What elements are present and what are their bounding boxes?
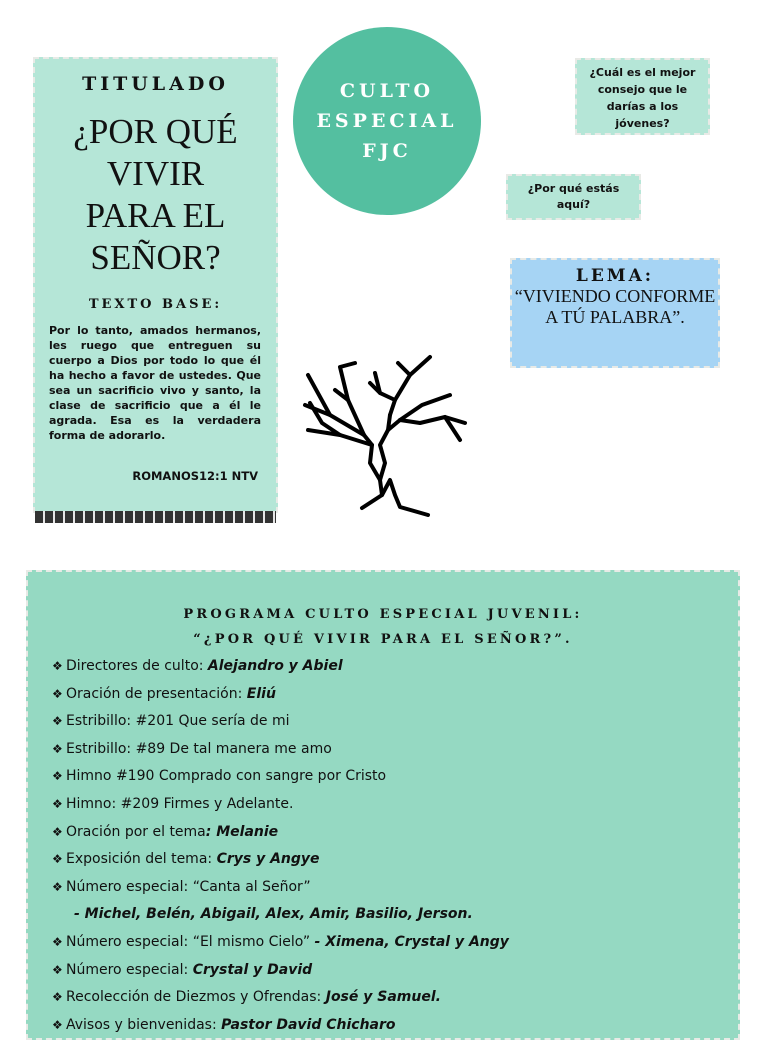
program-item	[52, 957, 509, 985]
diamond-bullet-icon: ❖	[52, 824, 63, 839]
lema-text: “VIVIENDO CONFORME A TÚ PALABRA”.	[514, 286, 716, 327]
main-title-line: VIVIR	[106, 154, 205, 193]
question-text: ¿Cuál es el mejor consejo que le darías a los jóvenes?	[589, 66, 696, 130]
program-item-participants: - Michel, Belén, Abigail, Alex, Amir, Basilio, Jerson.	[74, 906, 473, 923]
program-item-text: Exposición del tema:	[66, 851, 217, 868]
program-item-text: Número especial: “El mismo Cielo”	[66, 933, 315, 950]
program-item-text: Himno: #209 Firmes y Adelante.	[66, 795, 294, 812]
program-item-participants: Crystal y David	[192, 961, 313, 978]
program-item	[52, 653, 509, 681]
program-item-text: Himno #190 Comprado con sangre por Cristo	[66, 768, 387, 785]
main-title-line: PARA EL	[85, 196, 226, 235]
program-item-participants: Crys y Angye	[216, 851, 320, 868]
program-item-text: Oración de presentación:	[66, 685, 247, 702]
program-item	[52, 929, 509, 957]
program-title	[28, 602, 738, 652]
question-box-aqui	[506, 174, 641, 220]
program-item	[52, 1012, 509, 1040]
program-item	[52, 791, 509, 819]
program-item	[52, 984, 509, 1012]
diamond-bullet-icon: ❖	[52, 769, 63, 784]
program-item-text: Oración por el tema	[66, 823, 206, 840]
program-item	[52, 763, 509, 791]
program-item-participants: Eliú	[246, 685, 276, 702]
title-card	[33, 57, 278, 513]
diamond-bullet-icon: ❖	[52, 686, 63, 701]
program-item-text: Estribillo: #89 De tal manera me amo	[66, 740, 332, 757]
program-item-participants: - Ximena, Crystal y Angy	[314, 933, 509, 950]
diamond-bullet-icon: ❖	[52, 879, 63, 894]
program-list	[52, 653, 509, 1039]
diamond-bullet-icon: ❖	[52, 990, 63, 1005]
circle-line: ESPECIAL	[316, 110, 458, 132]
diamond-bullet-icon: ❖	[52, 741, 63, 756]
bible-passage: Por lo tanto, amados hermanos, les ruego que entreguen su cuerpo a Dios por todo lo que él ha hecho a favor de ustedes. Que sea un sacrificio vivo y santo, la clase de sacrificio que a él le agrada. Esa es la verdadera forma de adorarlo.	[49, 324, 261, 442]
program-item	[52, 681, 509, 709]
diamond-bullet-icon: ❖	[52, 714, 63, 729]
circle-line: FJC	[362, 140, 412, 162]
decorative-strip	[35, 511, 276, 523]
program-box	[26, 570, 740, 1040]
program-item	[52, 874, 509, 902]
culto-especial-circle	[293, 27, 481, 215]
program-item-participants: Pastor David Chicharo	[221, 1016, 396, 1033]
program-item-text: Número especial: “Canta al Señor”	[66, 878, 311, 895]
program-item	[52, 846, 509, 874]
titulado-label: TITULADO	[82, 73, 229, 95]
diamond-bullet-icon: ❖	[52, 934, 63, 949]
program-item-text: Directores de culto:	[66, 658, 208, 674]
lema-box	[510, 258, 720, 368]
bible-reference: ROMANOS12:1 NTV	[132, 469, 258, 483]
program-item-text: Estribillo: #201 Que sería de mi	[66, 713, 290, 730]
diamond-bullet-icon: ❖	[52, 796, 63, 811]
main-title	[35, 111, 276, 279]
diamond-bullet-icon: ❖	[52, 852, 63, 867]
program-item-participants: Alejandro y Abiel	[207, 658, 343, 674]
diamond-bullet-icon: ❖	[52, 1017, 63, 1032]
program-item-text: Recolección de Diezmos y Ofrendas:	[66, 989, 326, 1006]
program-item-text: Número especial:	[66, 961, 193, 978]
lema-label: LEMA:	[575, 266, 655, 286]
diamond-bullet-icon: ❖	[52, 659, 63, 673]
question-text: ¿Por qué estás aquí?	[527, 182, 620, 211]
program-item	[52, 819, 509, 847]
main-title-line: SEÑOR?	[90, 238, 221, 277]
program-title-line: PROGRAMA CULTO ESPECIAL JUVENIL:	[183, 607, 583, 622]
program-item	[52, 901, 509, 929]
program-item	[52, 736, 509, 764]
circle-line: CULTO	[339, 80, 435, 102]
program-item	[52, 708, 509, 736]
tree-icon	[300, 345, 472, 520]
texto-base-label: TEXTO BASE:	[88, 297, 223, 312]
program-item-participants: : Melanie	[205, 823, 279, 840]
program-title-line: “¿POR QUÉ VIVIR PARA EL SEÑOR?”.	[193, 632, 573, 647]
question-box-consejo	[575, 58, 710, 135]
main-title-line: ¿POR QUÉ	[73, 112, 238, 151]
diamond-bullet-icon: ❖	[52, 962, 63, 977]
program-item-text: Avisos y bienvenidas:	[66, 1016, 222, 1033]
program-item-participants: José y Samuel.	[325, 989, 441, 1006]
